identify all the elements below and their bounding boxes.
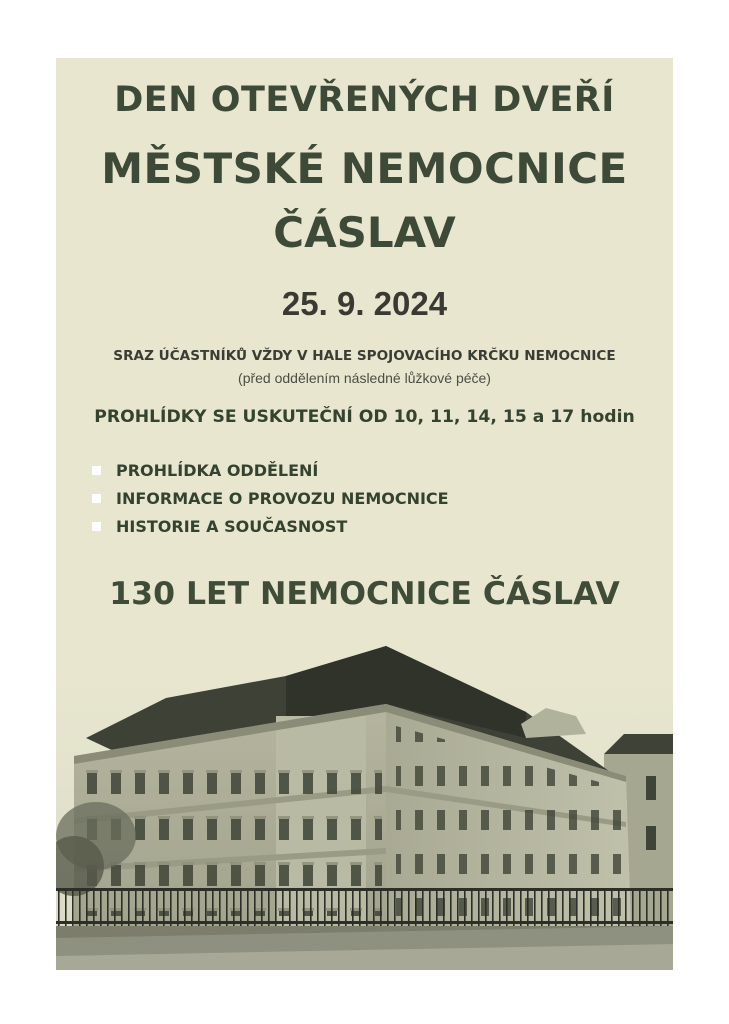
- heading-city-hospital: MĚSTSKÉ NEMOCNICE: [101, 144, 628, 193]
- feature-list: [92, 456, 449, 540]
- event-date: 25. 9. 2024: [281, 285, 448, 322]
- poster: [56, 58, 673, 970]
- feature-item: [92, 512, 449, 540]
- meeting-point-note: (před oddělením následné lůžkové péče): [238, 370, 491, 386]
- square-bullet-icon: [92, 522, 101, 531]
- feature-item: [92, 456, 449, 484]
- feature-item: [92, 484, 449, 512]
- tour-times: PROHLÍDKY SE USKUTEČNÍ OD 10, 11, 14, 15 a 17 hodin: [94, 407, 635, 427]
- square-bullet-icon: [92, 466, 101, 475]
- meeting-point: SRAZ ÚČASTNÍKŮ VŽDY V HALE SPOJOVACÍHO KRČKU NEMOCNICE: [113, 348, 616, 364]
- heading-town: ČÁSLAV: [273, 208, 456, 257]
- anniversary-title: 130 LET NEMOCNICE ČÁSLAV: [109, 576, 620, 612]
- heading-open-day: DEN OTEVŘENÝCH DVEŘÍ: [114, 80, 615, 120]
- hospital-building-photo: [56, 626, 673, 970]
- feature-label: INFORMACE O PROVOZU NEMOCNICE: [116, 488, 449, 508]
- square-bullet-icon: [92, 494, 101, 503]
- feature-label: PROHLÍDKA ODDĚLENÍ: [116, 460, 319, 480]
- feature-label: HISTORIE A SOUČASNOST: [116, 516, 348, 536]
